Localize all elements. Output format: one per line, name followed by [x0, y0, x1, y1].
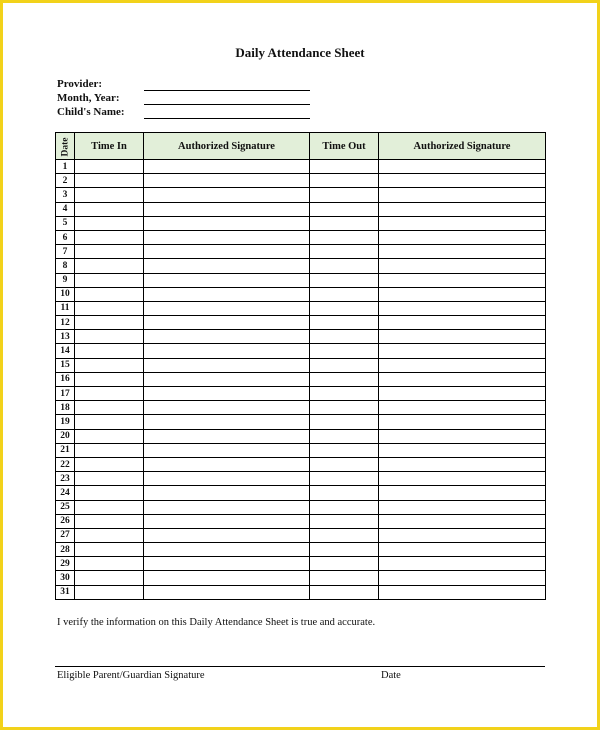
time-out-cell[interactable] — [310, 273, 379, 287]
authorized-signature-cell[interactable] — [144, 401, 310, 415]
time-out-cell[interactable] — [310, 457, 379, 471]
time-in-cell[interactable] — [75, 316, 144, 330]
authorized-signature-cell[interactable] — [144, 472, 310, 486]
authorized-signature-cell[interactable] — [144, 415, 310, 429]
time-in-cell[interactable] — [75, 216, 144, 230]
time-in-cell[interactable] — [75, 287, 144, 301]
table-row — [56, 245, 546, 259]
time-in-cell[interactable] — [75, 160, 144, 174]
time-in-cell[interactable] — [75, 174, 144, 188]
authorized-signature-cell[interactable] — [379, 316, 546, 330]
authorized-signature-header-1: Authorized Signature — [144, 133, 310, 160]
time-out-cell[interactable] — [310, 230, 379, 244]
authorized-signature-cell[interactable] — [379, 387, 546, 401]
time-out-cell[interactable] — [310, 401, 379, 415]
authorized-signature-cell[interactable] — [379, 528, 546, 542]
time-out-cell[interactable] — [310, 287, 379, 301]
authorized-signature-cell[interactable] — [144, 429, 310, 443]
time-out-cell[interactable] — [310, 415, 379, 429]
table-row — [56, 344, 546, 358]
time-out-cell[interactable] — [310, 174, 379, 188]
table-row — [56, 457, 546, 471]
authorized-signature-cell[interactable] — [144, 457, 310, 471]
signature-line[interactable] — [55, 666, 545, 667]
authorized-signature-cell[interactable] — [144, 230, 310, 244]
table-row — [56, 500, 546, 514]
authorized-signature-cell[interactable] — [144, 174, 310, 188]
time-in-cell[interactable] — [75, 230, 144, 244]
table-header-row — [56, 133, 546, 160]
row-date-number: 13 — [56, 330, 75, 344]
authorized-signature-cell[interactable] — [379, 259, 546, 273]
authorized-signature-cell[interactable] — [144, 358, 310, 372]
authorized-signature-cell[interactable] — [379, 330, 546, 344]
authorized-signature-cell[interactable] — [144, 372, 310, 386]
time-out-cell[interactable] — [310, 330, 379, 344]
row-date-number: 3 — [56, 188, 75, 202]
authorized-signature-cell[interactable] — [144, 202, 310, 216]
time-in-cell[interactable] — [75, 372, 144, 386]
authorized-signature-cell[interactable] — [144, 344, 310, 358]
time-out-cell[interactable] — [310, 486, 379, 500]
time-in-cell[interactable] — [75, 273, 144, 287]
table-row — [56, 514, 546, 528]
row-date-number: 10 — [56, 287, 75, 301]
row-date-number: 11 — [56, 301, 75, 315]
time-in-cell[interactable] — [75, 344, 144, 358]
authorized-signature-cell[interactable] — [379, 287, 546, 301]
time-in-cell[interactable] — [75, 387, 144, 401]
authorized-signature-cell[interactable] — [144, 387, 310, 401]
attendance-table-body — [56, 160, 546, 600]
authorized-signature-cell[interactable] — [379, 543, 546, 557]
authorized-signature-cell[interactable] — [144, 543, 310, 557]
table-row — [56, 528, 546, 542]
table-row — [56, 160, 546, 174]
row-date-number: 14 — [56, 344, 75, 358]
authorized-signature-cell[interactable] — [379, 230, 546, 244]
verification-statement: I verify the information on this Daily Attendance Sheet is true and accurate. — [57, 617, 376, 628]
time-in-cell[interactable] — [75, 557, 144, 571]
authorized-signature-cell[interactable] — [379, 486, 546, 500]
authorized-signature-cell[interactable] — [379, 557, 546, 571]
table-row — [56, 571, 546, 585]
row-date-number: 17 — [56, 387, 75, 401]
page-title: Daily Attendance Sheet — [235, 45, 365, 60]
time-in-cell[interactable] — [75, 202, 144, 216]
date-label: Date — [381, 670, 401, 681]
time-in-cell[interactable] — [75, 259, 144, 273]
time-out-cell[interactable] — [310, 202, 379, 216]
authorized-signature-cell[interactable] — [144, 585, 310, 599]
table-row — [56, 429, 546, 443]
row-date-number: 4 — [56, 202, 75, 216]
time-out-cell[interactable] — [310, 316, 379, 330]
parent-signature-label: Eligible Parent/Guardian Signature — [57, 670, 205, 681]
authorized-signature-cell[interactable] — [144, 557, 310, 571]
authorized-signature-cell[interactable] — [379, 429, 546, 443]
authorized-signature-cell[interactable] — [379, 344, 546, 358]
row-date-number: 29 — [56, 557, 75, 571]
time-in-cell[interactable] — [75, 415, 144, 429]
row-date-number: 30 — [56, 571, 75, 585]
row-date-number: 9 — [56, 273, 75, 287]
time-in-cell[interactable] — [75, 443, 144, 457]
table-row — [56, 372, 546, 386]
month-year-line[interactable] — [144, 104, 310, 105]
time-in-cell[interactable] — [75, 358, 144, 372]
time-in-cell[interactable] — [75, 245, 144, 259]
time-out-cell[interactable] — [310, 514, 379, 528]
time-in-cell[interactable] — [75, 486, 144, 500]
time-in-cell[interactable] — [75, 401, 144, 415]
authorized-signature-cell[interactable] — [144, 571, 310, 585]
time-out-cell[interactable] — [310, 216, 379, 230]
time-out-cell[interactable] — [310, 557, 379, 571]
authorized-signature-cell[interactable] — [144, 216, 310, 230]
row-date-number: 7 — [56, 245, 75, 259]
row-date-number: 25 — [56, 500, 75, 514]
table-row — [56, 259, 546, 273]
table-row — [56, 330, 546, 344]
table-row — [56, 415, 546, 429]
authorized-signature-cell[interactable] — [144, 301, 310, 315]
time-out-cell[interactable] — [310, 500, 379, 514]
row-date-number: 31 — [56, 585, 75, 599]
time-out-cell[interactable] — [310, 571, 379, 585]
date-column-header: Date — [56, 133, 75, 160]
provider-label: Provider: — [57, 78, 103, 90]
authorized-signature-cell[interactable] — [144, 528, 310, 542]
attendance-sheet-page — [3, 3, 597, 727]
row-date-number: 28 — [56, 543, 75, 557]
table-row — [56, 543, 546, 557]
authorized-signature-cell[interactable] — [144, 500, 310, 514]
authorized-signature-cell[interactable] — [144, 245, 310, 259]
table-row — [56, 287, 546, 301]
row-date-number: 21 — [56, 443, 75, 457]
row-date-number: 16 — [56, 372, 75, 386]
row-date-number: 19 — [56, 415, 75, 429]
table-row — [56, 472, 546, 486]
authorized-signature-cell[interactable] — [379, 585, 546, 599]
row-date-number: 8 — [56, 259, 75, 273]
time-in-cell[interactable] — [75, 543, 144, 557]
table-row — [56, 486, 546, 500]
time-in-cell[interactable] — [75, 585, 144, 599]
authorized-signature-cell[interactable] — [379, 372, 546, 386]
time-out-cell[interactable] — [310, 472, 379, 486]
time-out-cell[interactable] — [310, 387, 379, 401]
authorized-signature-cell[interactable] — [379, 457, 546, 471]
time-out-cell[interactable] — [310, 429, 379, 443]
provider-line[interactable] — [144, 90, 310, 91]
table-row — [56, 174, 546, 188]
time-in-cell[interactable] — [75, 528, 144, 542]
authorized-signature-cell[interactable] — [379, 245, 546, 259]
table-row — [56, 358, 546, 372]
childs-name-label: Child's Name: — [57, 106, 125, 118]
authorized-signature-cell[interactable] — [379, 514, 546, 528]
row-date-number: 6 — [56, 230, 75, 244]
table-row — [56, 557, 546, 571]
table-row — [56, 585, 546, 599]
table-row — [56, 273, 546, 287]
time-in-cell[interactable] — [75, 571, 144, 585]
authorized-signature-cell[interactable] — [379, 273, 546, 287]
time-in-cell[interactable] — [75, 472, 144, 486]
row-date-number: 20 — [56, 429, 75, 443]
row-date-number: 24 — [56, 486, 75, 500]
table-row — [56, 216, 546, 230]
authorized-signature-cell[interactable] — [144, 514, 310, 528]
time-out-cell[interactable] — [310, 188, 379, 202]
authorized-signature-cell[interactable] — [379, 500, 546, 514]
authorized-signature-cell[interactable] — [379, 160, 546, 174]
time-in-header: Time In — [75, 133, 144, 160]
time-out-cell[interactable] — [310, 358, 379, 372]
authorized-signature-header-2: Authorized Signature — [379, 133, 546, 160]
time-out-cell[interactable] — [310, 245, 379, 259]
row-date-number: 1 — [56, 160, 75, 174]
time-out-cell[interactable] — [310, 585, 379, 599]
time-out-cell[interactable] — [310, 543, 379, 557]
row-date-number: 18 — [56, 401, 75, 415]
table-row — [56, 230, 546, 244]
time-in-cell[interactable] — [75, 500, 144, 514]
time-out-cell[interactable] — [310, 301, 379, 315]
time-in-cell[interactable] — [75, 301, 144, 315]
authorized-signature-cell[interactable] — [144, 330, 310, 344]
authorized-signature-cell[interactable] — [144, 486, 310, 500]
authorized-signature-cell[interactable] — [144, 259, 310, 273]
row-date-number: 2 — [56, 174, 75, 188]
table-row — [56, 188, 546, 202]
table-row — [56, 443, 546, 457]
table-row — [56, 202, 546, 216]
month-year-label: Month, Year: — [57, 92, 120, 104]
time-in-cell[interactable] — [75, 457, 144, 471]
row-date-number: 22 — [56, 457, 75, 471]
authorized-signature-cell[interactable] — [144, 160, 310, 174]
time-out-cell[interactable] — [310, 443, 379, 457]
authorized-signature-cell[interactable] — [144, 443, 310, 457]
row-date-number: 26 — [56, 514, 75, 528]
time-out-cell[interactable] — [310, 372, 379, 386]
authorized-signature-cell[interactable] — [379, 188, 546, 202]
authorized-signature-cell[interactable] — [379, 415, 546, 429]
time-out-cell[interactable] — [310, 528, 379, 542]
authorized-signature-cell[interactable] — [379, 358, 546, 372]
time-out-cell[interactable] — [310, 259, 379, 273]
row-date-number: 23 — [56, 472, 75, 486]
row-date-number: 5 — [56, 216, 75, 230]
time-in-cell[interactable] — [75, 429, 144, 443]
authorized-signature-cell[interactable] — [379, 443, 546, 457]
table-row — [56, 301, 546, 315]
authorized-signature-cell[interactable] — [379, 472, 546, 486]
authorized-signature-cell[interactable] — [379, 301, 546, 315]
attendance-table — [55, 132, 546, 600]
authorized-signature-cell[interactable] — [379, 401, 546, 415]
row-date-number: 27 — [56, 528, 75, 542]
time-in-cell[interactable] — [75, 514, 144, 528]
authorized-signature-cell[interactable] — [379, 216, 546, 230]
table-row — [56, 401, 546, 415]
authorized-signature-cell[interactable] — [379, 571, 546, 585]
row-date-number: 12 — [56, 316, 75, 330]
childs-name-line[interactable] — [144, 118, 310, 119]
authorized-signature-cell[interactable] — [144, 316, 310, 330]
authorized-signature-cell[interactable] — [144, 273, 310, 287]
authorized-signature-cell[interactable] — [379, 174, 546, 188]
time-in-cell[interactable] — [75, 188, 144, 202]
time-out-cell[interactable] — [310, 344, 379, 358]
time-in-cell[interactable] — [75, 330, 144, 344]
authorized-signature-cell[interactable] — [144, 188, 310, 202]
authorized-signature-cell[interactable] — [379, 202, 546, 216]
authorized-signature-cell[interactable] — [144, 287, 310, 301]
table-row — [56, 316, 546, 330]
row-date-number: 15 — [56, 358, 75, 372]
time-out-header: Time Out — [310, 133, 379, 160]
time-out-cell[interactable] — [310, 160, 379, 174]
table-row — [56, 387, 546, 401]
